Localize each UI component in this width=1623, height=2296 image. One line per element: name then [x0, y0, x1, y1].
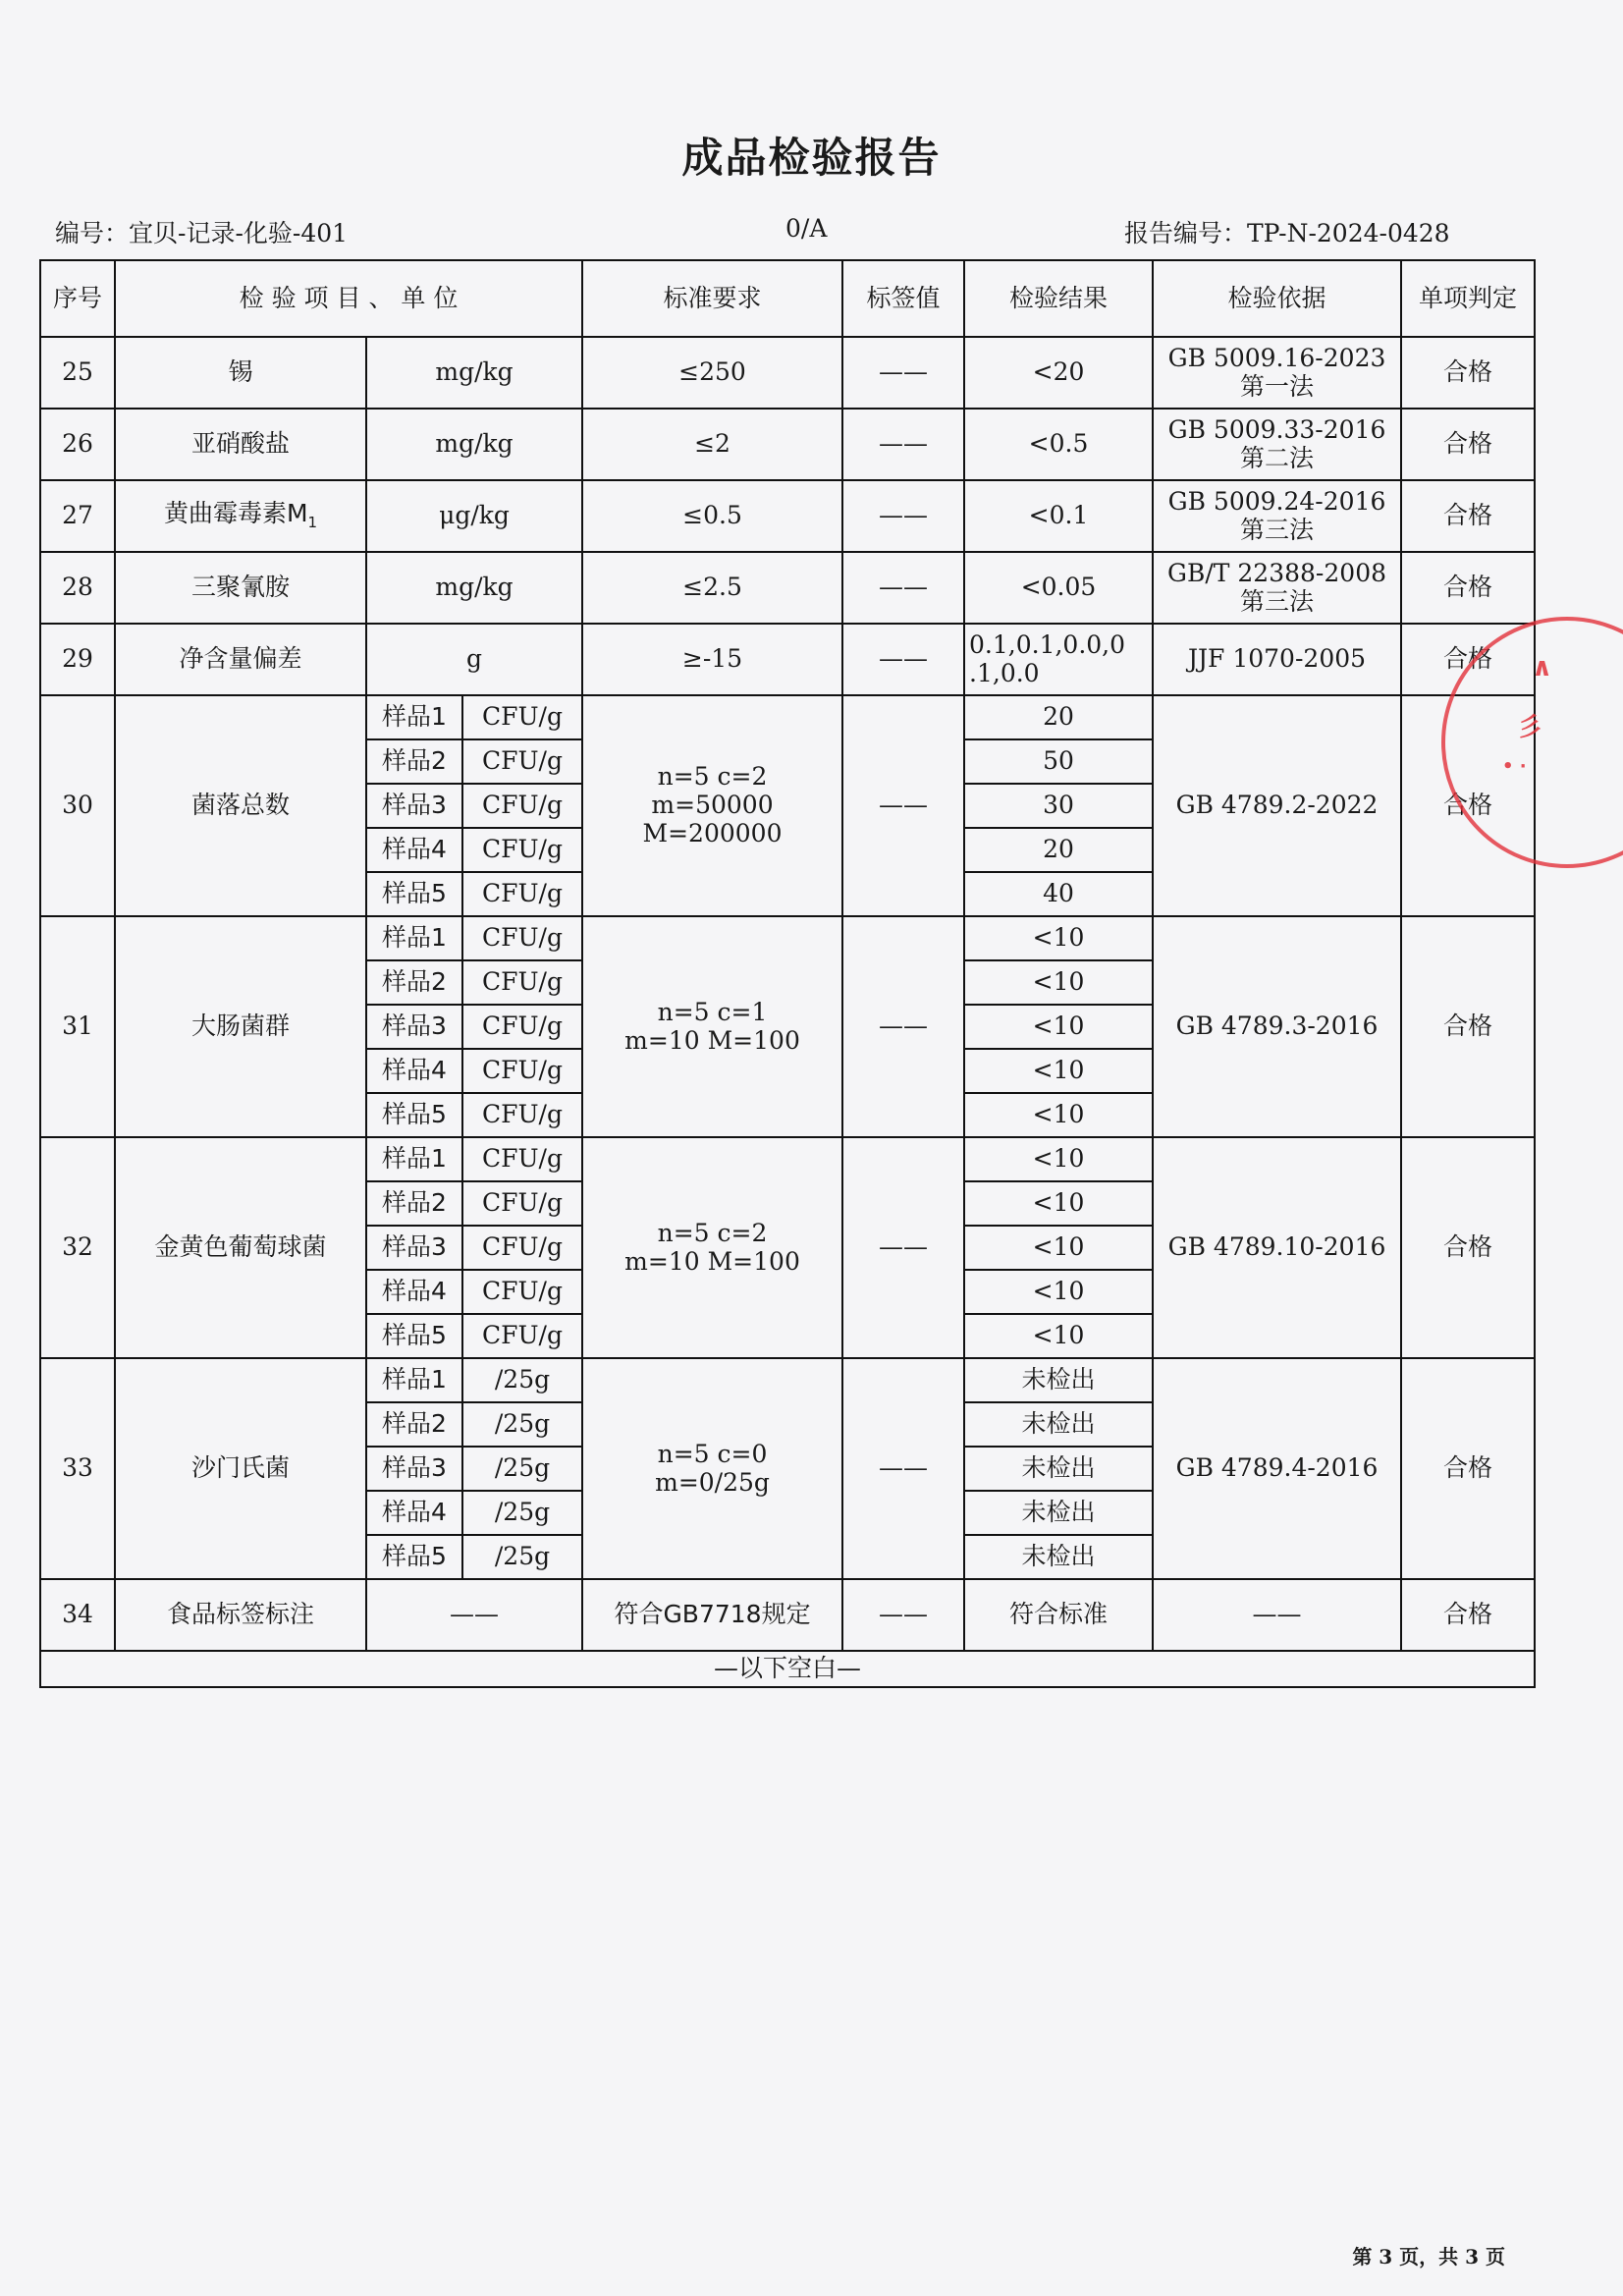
sample-label: 样品4	[366, 1270, 462, 1314]
sample-label: 样品3	[366, 784, 462, 828]
table-row	[40, 337, 1535, 409]
standard-cell: 符合GB7718规定	[582, 1579, 842, 1651]
basis-cell	[1153, 480, 1401, 552]
unit-cell: mg/kg	[366, 409, 582, 480]
judge-cell: 合格	[1401, 1358, 1535, 1579]
basis-cell: ——	[1153, 1579, 1401, 1651]
unit-cell: CFU/g	[462, 1137, 582, 1181]
table-row	[40, 1579, 1535, 1651]
unit-cell: CFU/g	[462, 1093, 582, 1137]
unit-cell: CFU/g	[462, 739, 582, 784]
sample-label: 样品1	[366, 695, 462, 739]
standard-line: m=10 M=100	[624, 1246, 800, 1276]
label-cell: ——	[842, 916, 964, 1137]
basis-method-part: 第二法	[1240, 443, 1315, 472]
standard-cell	[582, 1137, 842, 1358]
unit-cell: CFU/g	[462, 916, 582, 960]
result-line: 0.1,0.1,0.0,0	[969, 629, 1126, 659]
item-cell: 锡	[115, 337, 366, 409]
result-cell: <10	[964, 1137, 1153, 1181]
blank-note-row	[40, 1651, 1535, 1687]
sample-label: 样品4	[366, 1049, 462, 1093]
sample-label: 样品4	[366, 1491, 462, 1535]
sample-label: 样品2	[366, 1181, 462, 1226]
table-header-row	[40, 260, 1535, 337]
item-subscript: 1	[307, 514, 318, 532]
result-cell: 符合标准	[964, 1579, 1153, 1651]
sample-label: 样品4	[366, 828, 462, 872]
header-label: 标签值	[842, 260, 964, 337]
judge-cell: 合格	[1401, 695, 1535, 916]
item-cell: 净含量偏差	[115, 624, 366, 695]
header-result: 检验结果	[964, 260, 1153, 337]
table-row	[40, 1137, 1535, 1181]
judge-cell: 合格	[1401, 1137, 1535, 1358]
seq-cell: 26	[40, 409, 115, 480]
unit-cell: CFU/g	[462, 872, 582, 916]
item-name: 黄曲霉毒素M	[163, 499, 308, 528]
unit-cell: CFU/g	[462, 1314, 582, 1358]
unit-cell: CFU/g	[462, 1005, 582, 1049]
label-cell: ——	[842, 1137, 964, 1358]
sample-label: 样品1	[366, 1137, 462, 1181]
seq-cell: 29	[40, 624, 115, 695]
doc-number: 编号：宜贝-记录-化验-401	[55, 219, 349, 247]
blank-note: —以下空白—	[40, 1651, 1535, 1687]
item-cell: 三聚氰胺	[115, 552, 366, 624]
page-footer: 第 3 页，共 3 页	[1352, 2245, 1505, 2269]
label-cell: ——	[842, 1358, 964, 1579]
basis-cell: GB 4789.3-2016	[1153, 916, 1401, 1137]
unit-cell: /25g	[462, 1447, 582, 1491]
unit-cell: CFU/g	[462, 1270, 582, 1314]
seq-cell: 25	[40, 337, 115, 409]
result-cell	[964, 624, 1153, 695]
result-cell: <10	[964, 916, 1153, 960]
seq-cell: 33	[40, 1358, 115, 1579]
sample-label: 样品5	[366, 1093, 462, 1137]
sample-label: 样品1	[366, 1358, 462, 1402]
result-cell: <20	[964, 337, 1153, 409]
result-cell: <10	[964, 1314, 1153, 1358]
label-cell: ——	[842, 1579, 964, 1651]
sample-label: 样品1	[366, 916, 462, 960]
judge-cell: 合格	[1401, 916, 1535, 1137]
standard-cell: ≤2.5	[582, 552, 842, 624]
unit-cell: ——	[366, 1579, 582, 1651]
standard-cell: ≤250	[582, 337, 842, 409]
report-title: 成品检验报告	[681, 134, 942, 182]
item-cell: 大肠菌群	[115, 916, 366, 1137]
result-cell: <10	[964, 1270, 1153, 1314]
basis-method: GB 5009.33-2016	[1167, 414, 1386, 444]
result-cell: 20	[964, 695, 1153, 739]
item-cell: 菌落总数	[115, 695, 366, 916]
result-cell: 20	[964, 828, 1153, 872]
sample-label: 样品3	[366, 1447, 462, 1491]
result-cell: 未检出	[964, 1491, 1153, 1535]
unit-cell: CFU/g	[462, 828, 582, 872]
standard-line: m=50000 M=200000	[642, 791, 783, 847]
item-cell: 食品标签标注	[115, 1579, 366, 1651]
sample-label: 样品5	[366, 872, 462, 916]
judge-cell: 合格	[1401, 624, 1535, 695]
basis-method: GB 5009.16-2023	[1167, 343, 1386, 372]
label-cell: ——	[842, 695, 964, 916]
result-cell: <10	[964, 1049, 1153, 1093]
unit-cell: mg/kg	[366, 337, 582, 409]
sample-label: 样品5	[366, 1535, 462, 1579]
sample-label: 样品2	[366, 960, 462, 1005]
sample-label: 样品2	[366, 739, 462, 784]
table-row	[40, 1358, 1535, 1402]
unit-cell: /25g	[462, 1491, 582, 1535]
seq-cell: 28	[40, 552, 115, 624]
standard-cell	[582, 916, 842, 1137]
standard-cell	[582, 695, 842, 916]
header-basis: 检验依据	[1153, 260, 1401, 337]
unit-cell: CFU/g	[462, 1181, 582, 1226]
label-cell: ——	[842, 552, 964, 624]
basis-method-part: 第三法	[1240, 586, 1315, 616]
header-item-unit: 检 验 项 目 、 单 位	[115, 260, 582, 337]
standard-line: m=10 M=100	[624, 1025, 800, 1055]
basis-cell: GB 4789.2-2022	[1153, 695, 1401, 916]
result-cell: <10	[964, 1093, 1153, 1137]
seq-cell: 34	[40, 1579, 115, 1651]
basis-method-part: 第一法	[1240, 371, 1315, 401]
seal-mark-icon: 彡	[1517, 713, 1543, 742]
item-cell	[115, 480, 366, 552]
item-cell: 沙门氏菌	[115, 1358, 366, 1579]
result-cell: 未检出	[964, 1447, 1153, 1491]
unit-cell: /25g	[462, 1402, 582, 1447]
result-cell: <10	[964, 1226, 1153, 1270]
seq-cell: 30	[40, 695, 115, 916]
judge-cell: 合格	[1401, 1579, 1535, 1651]
unit-cell: mg/kg	[366, 552, 582, 624]
result-cell: 未检出	[964, 1402, 1153, 1447]
result-cell: <0.1	[964, 480, 1153, 552]
seal-mark-icon: • ·	[1502, 756, 1527, 777]
unit-cell: CFU/g	[462, 960, 582, 1005]
header-judge: 单项判定	[1401, 260, 1535, 337]
label-cell: ——	[842, 337, 964, 409]
standard-cell: ≤2	[582, 409, 842, 480]
result-cell: <0.05	[964, 552, 1153, 624]
seal-mark-icon: ∧	[1532, 653, 1553, 683]
result-cell: 40	[964, 872, 1153, 916]
basis-cell: GB 4789.4-2016	[1153, 1358, 1401, 1579]
report-number: 报告编号：TP-N-2024-0428	[1124, 219, 1450, 247]
unit-cell: CFU/g	[462, 784, 582, 828]
item-cell: 亚硝酸盐	[115, 409, 366, 480]
table-row	[40, 480, 1535, 552]
unit-cell: μg/kg	[366, 480, 582, 552]
sample-label: 样品2	[366, 1402, 462, 1447]
sample-label: 样品3	[366, 1005, 462, 1049]
unit-cell: g	[366, 624, 582, 695]
sample-label: 样品3	[366, 1226, 462, 1270]
judge-cell: 合格	[1401, 337, 1535, 409]
header-standard: 标准要求	[582, 260, 842, 337]
basis-method: GB 5009.24-2016	[1167, 486, 1386, 516]
result-cell: <0.5	[964, 409, 1153, 480]
standard-line: m=0/25g	[655, 1467, 770, 1497]
standard-line: n=5 c=0	[657, 1439, 768, 1468]
label-cell: ——	[842, 409, 964, 480]
doc-version: 0/A	[785, 214, 828, 243]
header-seq: 序号	[40, 260, 115, 337]
table-row	[40, 409, 1535, 480]
table-row	[40, 624, 1535, 695]
basis-cell	[1153, 552, 1401, 624]
basis-method-part: 第三法	[1240, 515, 1315, 544]
inspection-table	[39, 259, 1536, 1688]
table-row	[40, 552, 1535, 624]
unit-cell: CFU/g	[462, 1049, 582, 1093]
result-cell: 30	[964, 784, 1153, 828]
label-cell: ——	[842, 624, 964, 695]
basis-cell	[1153, 409, 1401, 480]
unit-cell: /25g	[462, 1535, 582, 1579]
standard-line: n=5 c=2	[657, 762, 768, 792]
result-cell: <10	[964, 1181, 1153, 1226]
result-cell: <10	[964, 960, 1153, 1005]
basis-cell: JJF 1070-2005	[1153, 624, 1401, 695]
judge-cell: 合格	[1401, 480, 1535, 552]
result-cell: 未检出	[964, 1358, 1153, 1402]
seq-cell: 32	[40, 1137, 115, 1358]
standard-cell: ≤0.5	[582, 480, 842, 552]
result-cell: <10	[964, 1005, 1153, 1049]
standard-line: n=5 c=1	[657, 997, 768, 1026]
unit-cell: /25g	[462, 1358, 582, 1402]
judge-cell: 合格	[1401, 552, 1535, 624]
seq-cell: 31	[40, 916, 115, 1137]
unit-cell: CFU/g	[462, 1226, 582, 1270]
item-cell: 金黄色葡萄球菌	[115, 1137, 366, 1358]
unit-cell: CFU/g	[462, 695, 582, 739]
sample-label: 样品5	[366, 1314, 462, 1358]
standard-cell: ≥-15	[582, 624, 842, 695]
seq-cell: 27	[40, 480, 115, 552]
judge-cell: 合格	[1401, 409, 1535, 480]
result-cell: 未检出	[964, 1535, 1153, 1579]
basis-method: GB/T 22388-2008	[1167, 558, 1387, 587]
basis-cell	[1153, 337, 1401, 409]
label-cell: ——	[842, 480, 964, 552]
result-cell: 50	[964, 739, 1153, 784]
basis-cell: GB 4789.10-2016	[1153, 1137, 1401, 1358]
table-row	[40, 695, 1535, 739]
result-line: .1,0.0	[969, 658, 1040, 687]
standard-line: n=5 c=2	[657, 1218, 768, 1247]
standard-cell	[582, 1358, 842, 1579]
table-row	[40, 916, 1535, 960]
